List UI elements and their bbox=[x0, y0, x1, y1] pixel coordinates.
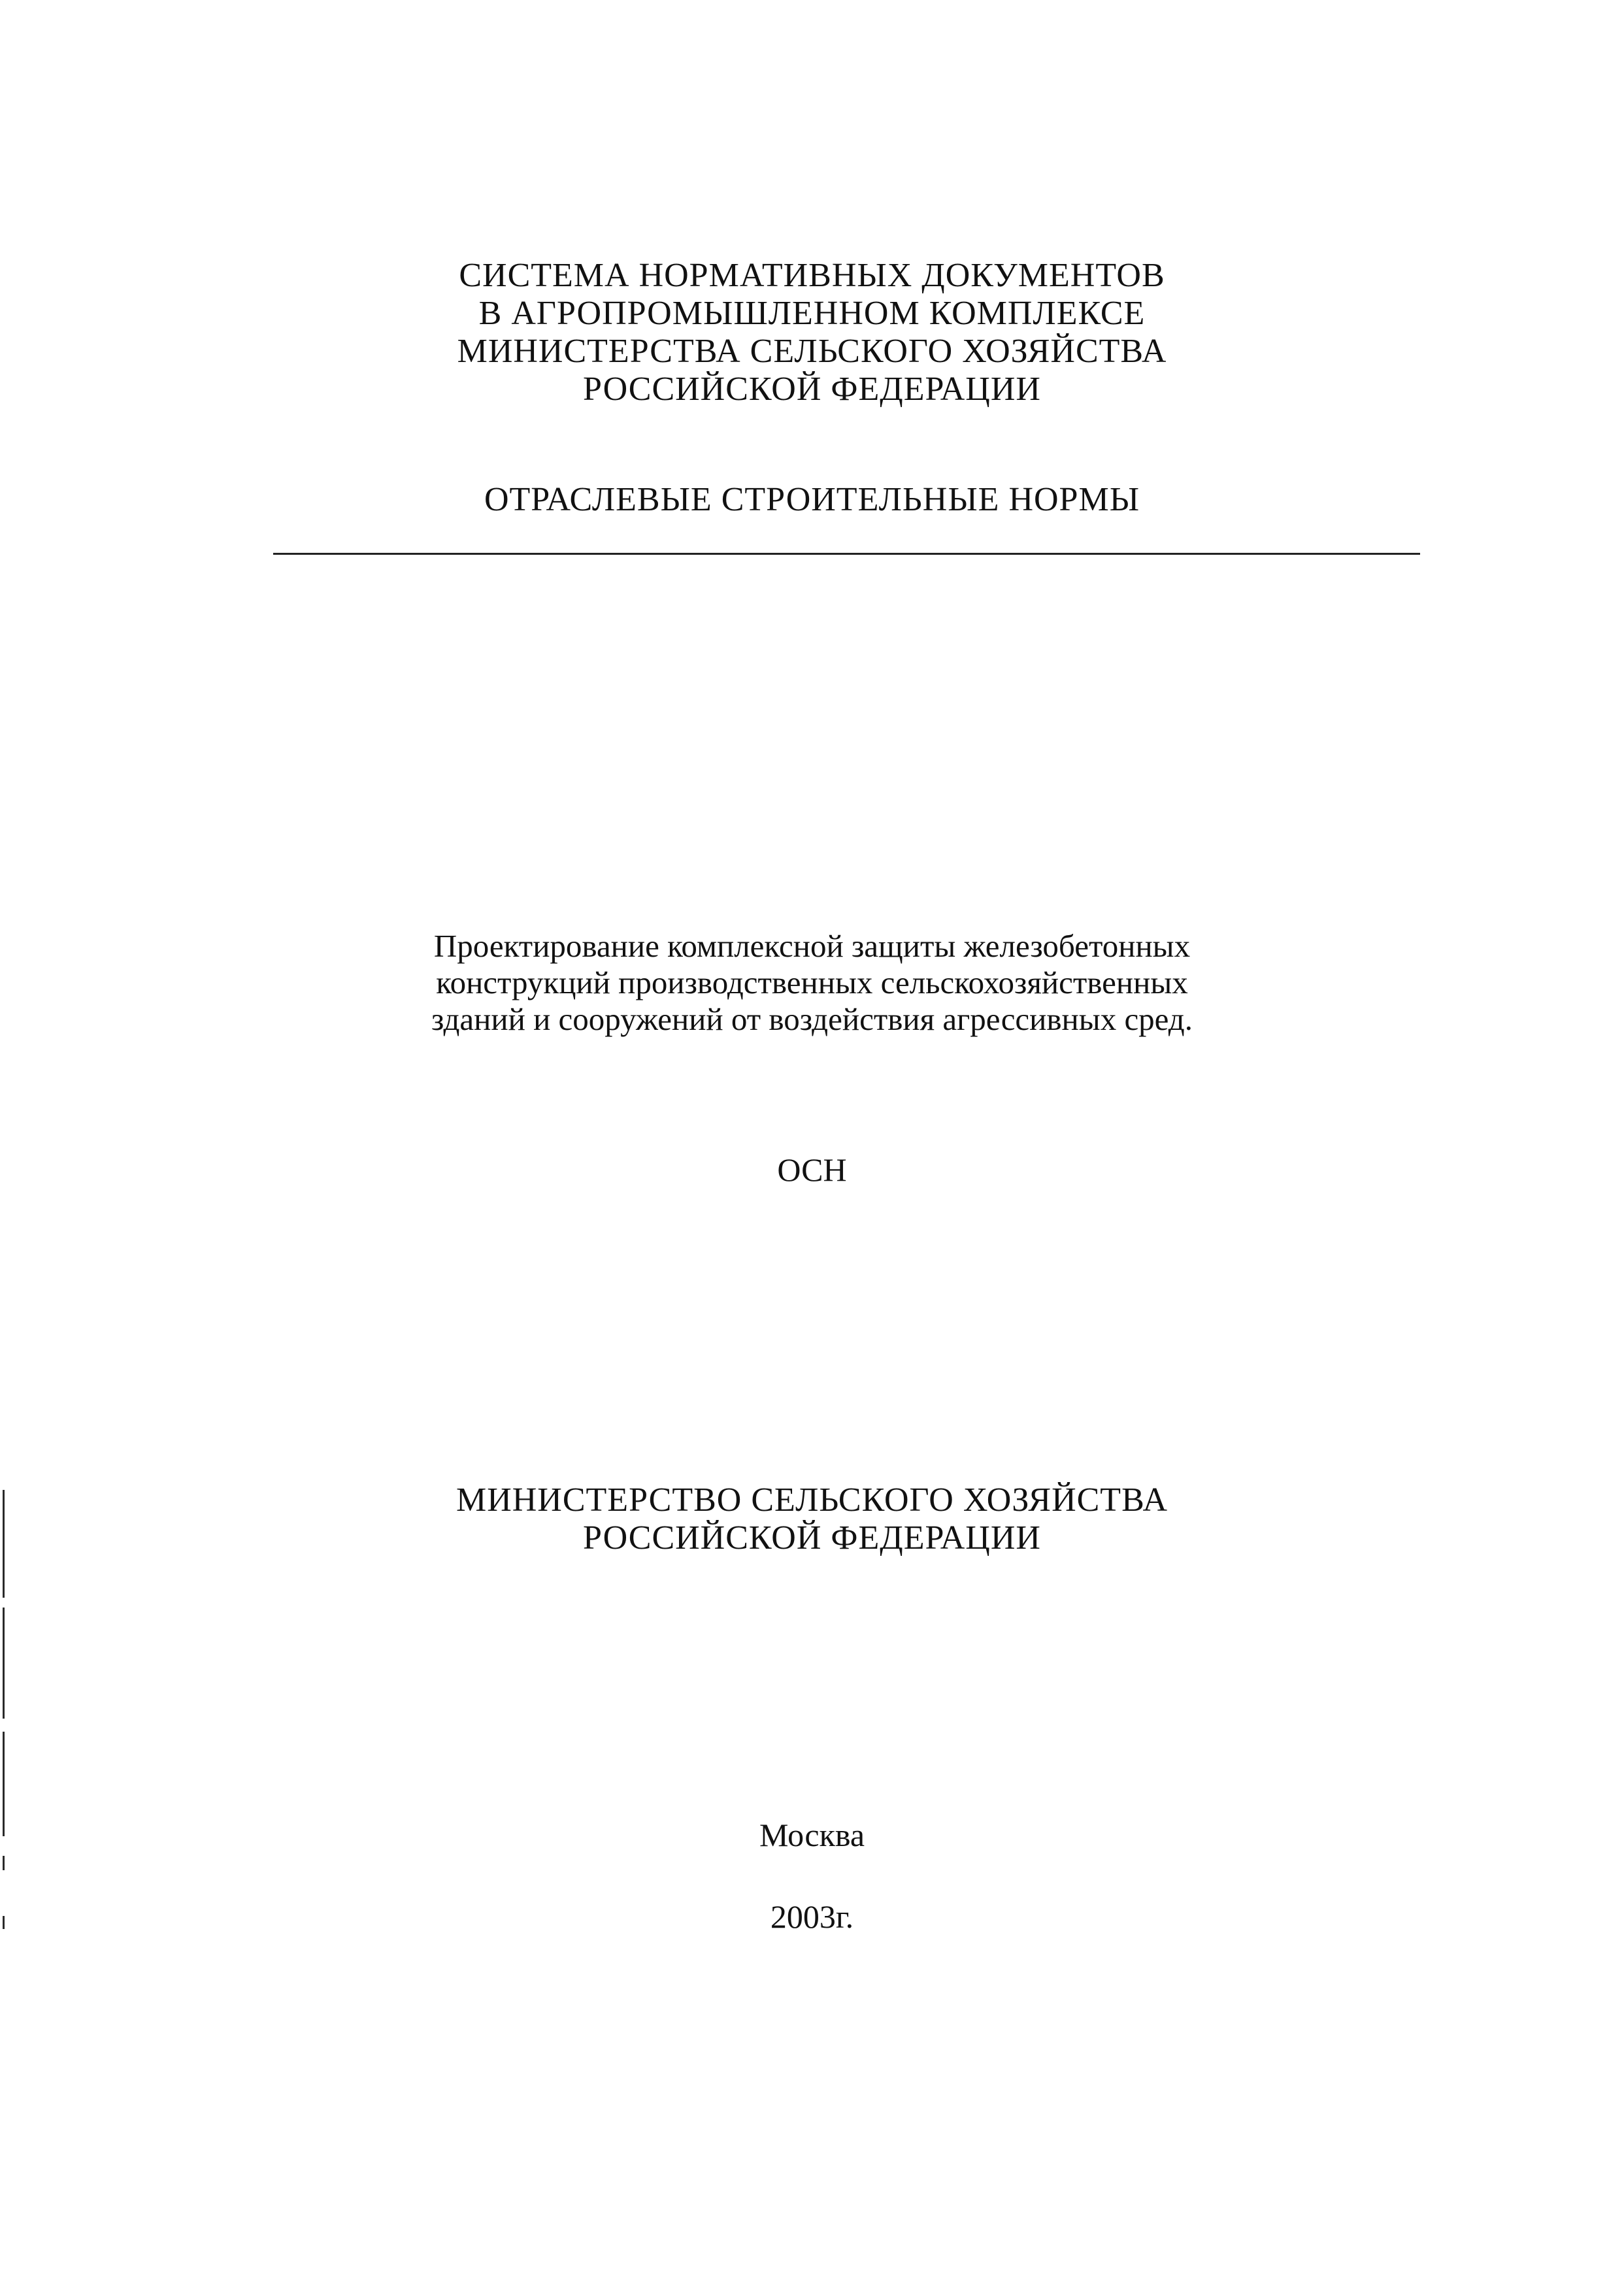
publisher bbox=[0, 1481, 1624, 1557]
scan-edge-mark bbox=[3, 1490, 5, 1598]
document-title-line-1: Проектирование комплексной защиты железобетонных bbox=[433, 928, 1191, 964]
header-divider bbox=[273, 553, 1420, 555]
scan-edge-mark bbox=[3, 1608, 5, 1719]
document-title bbox=[0, 928, 1624, 1038]
document-title-line-3: зданий и сооружений от воздействия агрессивных сред. bbox=[431, 1001, 1193, 1037]
system-header-line-4: РОССИЙСКОЙ ФЕДЕРАЦИИ bbox=[583, 371, 1041, 408]
scan-edge-mark bbox=[3, 1732, 5, 1836]
document-code: ОСН bbox=[777, 1151, 847, 1188]
publication-city: Москва bbox=[759, 1817, 865, 1853]
publisher-line-1: МИНИСТЕРСТВО СЕЛЬСКОГО ХОЗЯЙСТВА bbox=[456, 1481, 1168, 1519]
document-title-line-2: конструкций производственных сельскохозяйственных bbox=[436, 965, 1188, 1000]
system-header bbox=[0, 257, 1624, 408]
scan-edge-mark bbox=[3, 1856, 5, 1870]
system-header-line-2: В АГРОПРОМЫШЛЕННОМ КОМПЛЕКСЕ bbox=[478, 295, 1146, 332]
publisher-line-2: РОССИЙСКОЙ ФЕДЕРАЦИИ bbox=[583, 1519, 1041, 1557]
norms-type: ОТРАСЛЕВЫЕ СТРОИТЕЛЬНЫЕ НОРМЫ bbox=[484, 481, 1140, 518]
system-header-line-1: СИСТЕМА НОРМАТИВНЫХ ДОКУМЕНТОВ bbox=[459, 257, 1165, 294]
publication-year: 2003г. bbox=[770, 1898, 854, 1935]
scan-edge-mark bbox=[3, 1916, 5, 1929]
system-header-line-3: МИНИСТЕРСТВА СЕЛЬСКОГО ХОЗЯЙСТВА bbox=[457, 333, 1167, 370]
